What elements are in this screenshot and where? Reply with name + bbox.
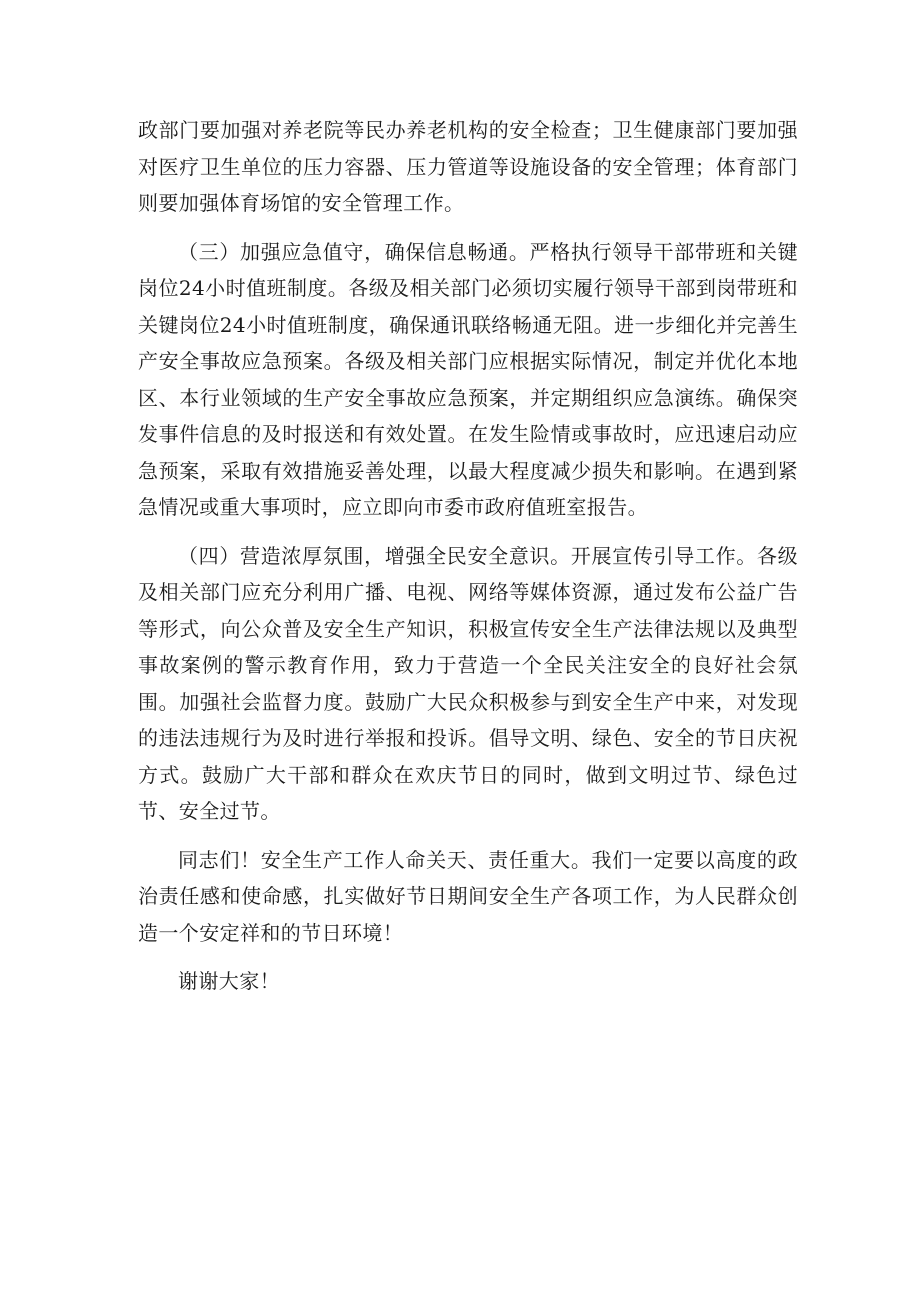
paragraph-closing-appeal: 同志们！安全生产工作人命关天、责任重大。我们一定要以高度的政治责任感和使命感，扎实做好节日期间安全生产各项工作，为人民群众创造一个安定祥和的节日环境！ [138,847,798,945]
document-body [138,112,798,1000]
paragraph-emergency-duty: （三）加强应急值守，确保信息畅通。严格执行领导干部带班和关键岗位24小时值班制度。各级及相关部门必须切实履行领导干部到岗带班和关键岗位24小时值班制度，确保通讯联络畅通无阻。进一步细化并完善生产安全事故应急预案。各级及相关部门应根据实际情况，制定并优化本地区、本行业领域的生产安全事故应急预案，并定期组织应急演练。确保突发事件信息的及时报送和有效处置。在发生险情或事故时，应迅速启动应急预案，采取有效措施妥善处理，以最大程度减少损失和影响。在遇到紧急情况或重大事项时，应立即向市委市政府值班室报告。 [138,239,798,519]
paragraph-safety-awareness: （四）营造浓厚氛围，增强全民安全意识。开展宣传引导工作。各级及相关部门应充分利用广播、电视、网络等媒体资源，通过发布公益广告等形式，向公众普及安全生产知识，积极宣传安全生产法律法规以及典型事故案例的警示教育作用，致力于营造一个全民关注安全的良好社会氛围。加强社会监督力度。鼓励广大民众积极参与到安全生产中来，对发现的违法违规行为及时进行举报和投诉。倡导文明、绿色、安全的节日庆祝方式。鼓励广大干部和群众在欢庆节日的同时，做到文明过节、绿色过节、安全过节。 [138,543,798,823]
paragraph-continuation: 政部门要加强对养老院等民办养老机构的安全检查；卫生健康部门要加强对医疗卫生单位的压力容器、压力管道等设施设备的安全管理；体育部门则要加强体育场馆的安全管理工作。 [138,118,798,215]
paragraph-thanks: 谢谢大家！ [178,969,280,993]
